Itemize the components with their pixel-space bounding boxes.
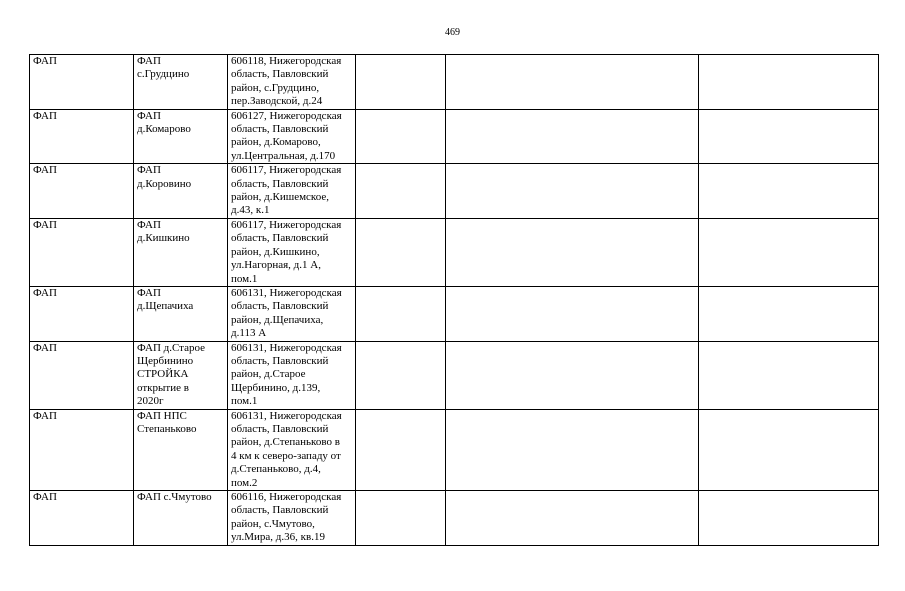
cell-address: 606127, Нижегородская область, Павловский район, д.Комарово, ул.Центральная, д.170 (228, 109, 356, 164)
cell-empty (446, 164, 699, 219)
cell-address: 606117, Нижегородская область, Павловский район, д.Кишкино, ул.Нагорная, д.1 А, пом.1 (228, 218, 356, 286)
cell-empty (699, 164, 879, 219)
cell-address: 606118, Нижегородская область, Павловский район, с.Грудцино, пер.Заводской, д.24 (228, 55, 356, 110)
cell-empty (356, 409, 446, 490)
cell-name: ФАП НПС Степаньково (134, 409, 228, 490)
table-row (30, 409, 879, 490)
table-row (30, 286, 879, 341)
cell-name: ФАП д.Щепачиха (134, 286, 228, 341)
table-row (30, 55, 879, 110)
cell-type: ФАП (30, 164, 134, 219)
cell-empty (356, 218, 446, 286)
cell-name: ФАП д.Кишкино (134, 218, 228, 286)
cell-empty (699, 109, 879, 164)
cell-empty (446, 341, 699, 409)
cell-empty (699, 218, 879, 286)
cell-empty (356, 109, 446, 164)
table-row (30, 341, 879, 409)
cell-empty (356, 164, 446, 219)
cell-empty (446, 286, 699, 341)
cell-empty (446, 409, 699, 490)
cell-name: ФАП с.Чмутово (134, 491, 228, 546)
cell-type: ФАП (30, 341, 134, 409)
cell-name: ФАП д.Коровино (134, 164, 228, 219)
cell-address: 606131, Нижегородская область, Павловский район, д.Щепачиха, д.113 А (228, 286, 356, 341)
cell-type: ФАП (30, 409, 134, 490)
cell-empty (356, 491, 446, 546)
cell-type: ФАП (30, 286, 134, 341)
page-number: 469 (445, 27, 460, 38)
cell-type: ФАП (30, 218, 134, 286)
facilities-table (29, 54, 879, 546)
cell-empty (699, 341, 879, 409)
table-row (30, 491, 879, 546)
table-row (30, 164, 879, 219)
cell-address: 606116, Нижегородская область, Павловский район, с.Чмутово, ул.Мира, д.36, кв.19 (228, 491, 356, 546)
cell-empty (446, 218, 699, 286)
cell-address: 606117, Нижегородская область, Павловский район, д.Кишемское, д.43, к.1 (228, 164, 356, 219)
table-row (30, 218, 879, 286)
cell-empty (699, 409, 879, 490)
cell-empty (356, 55, 446, 110)
cell-empty (446, 109, 699, 164)
cell-empty (446, 55, 699, 110)
cell-empty (446, 491, 699, 546)
cell-address: 606131, Нижегородская область, Павловский район, д.Старое Щербинино, д.139, пом.1 (228, 341, 356, 409)
table-row (30, 109, 879, 164)
cell-empty (699, 491, 879, 546)
cell-empty (699, 55, 879, 110)
cell-empty (356, 341, 446, 409)
cell-empty (699, 286, 879, 341)
cell-empty (356, 286, 446, 341)
cell-type: ФАП (30, 109, 134, 164)
cell-name: ФАП с.Грудцино (134, 55, 228, 110)
cell-address: 606131, Нижегородская область, Павловский район, д.Степаньково в 4 км к северо-западу от д.Степаньково, д.4, пом.2 (228, 409, 356, 490)
cell-name: ФАП д.Комарово (134, 109, 228, 164)
cell-type: ФАП (30, 55, 134, 110)
cell-name: ФАП д.Старое Щербинино СТРОЙКА открытие в 2020г (134, 341, 228, 409)
cell-type: ФАП (30, 491, 134, 546)
